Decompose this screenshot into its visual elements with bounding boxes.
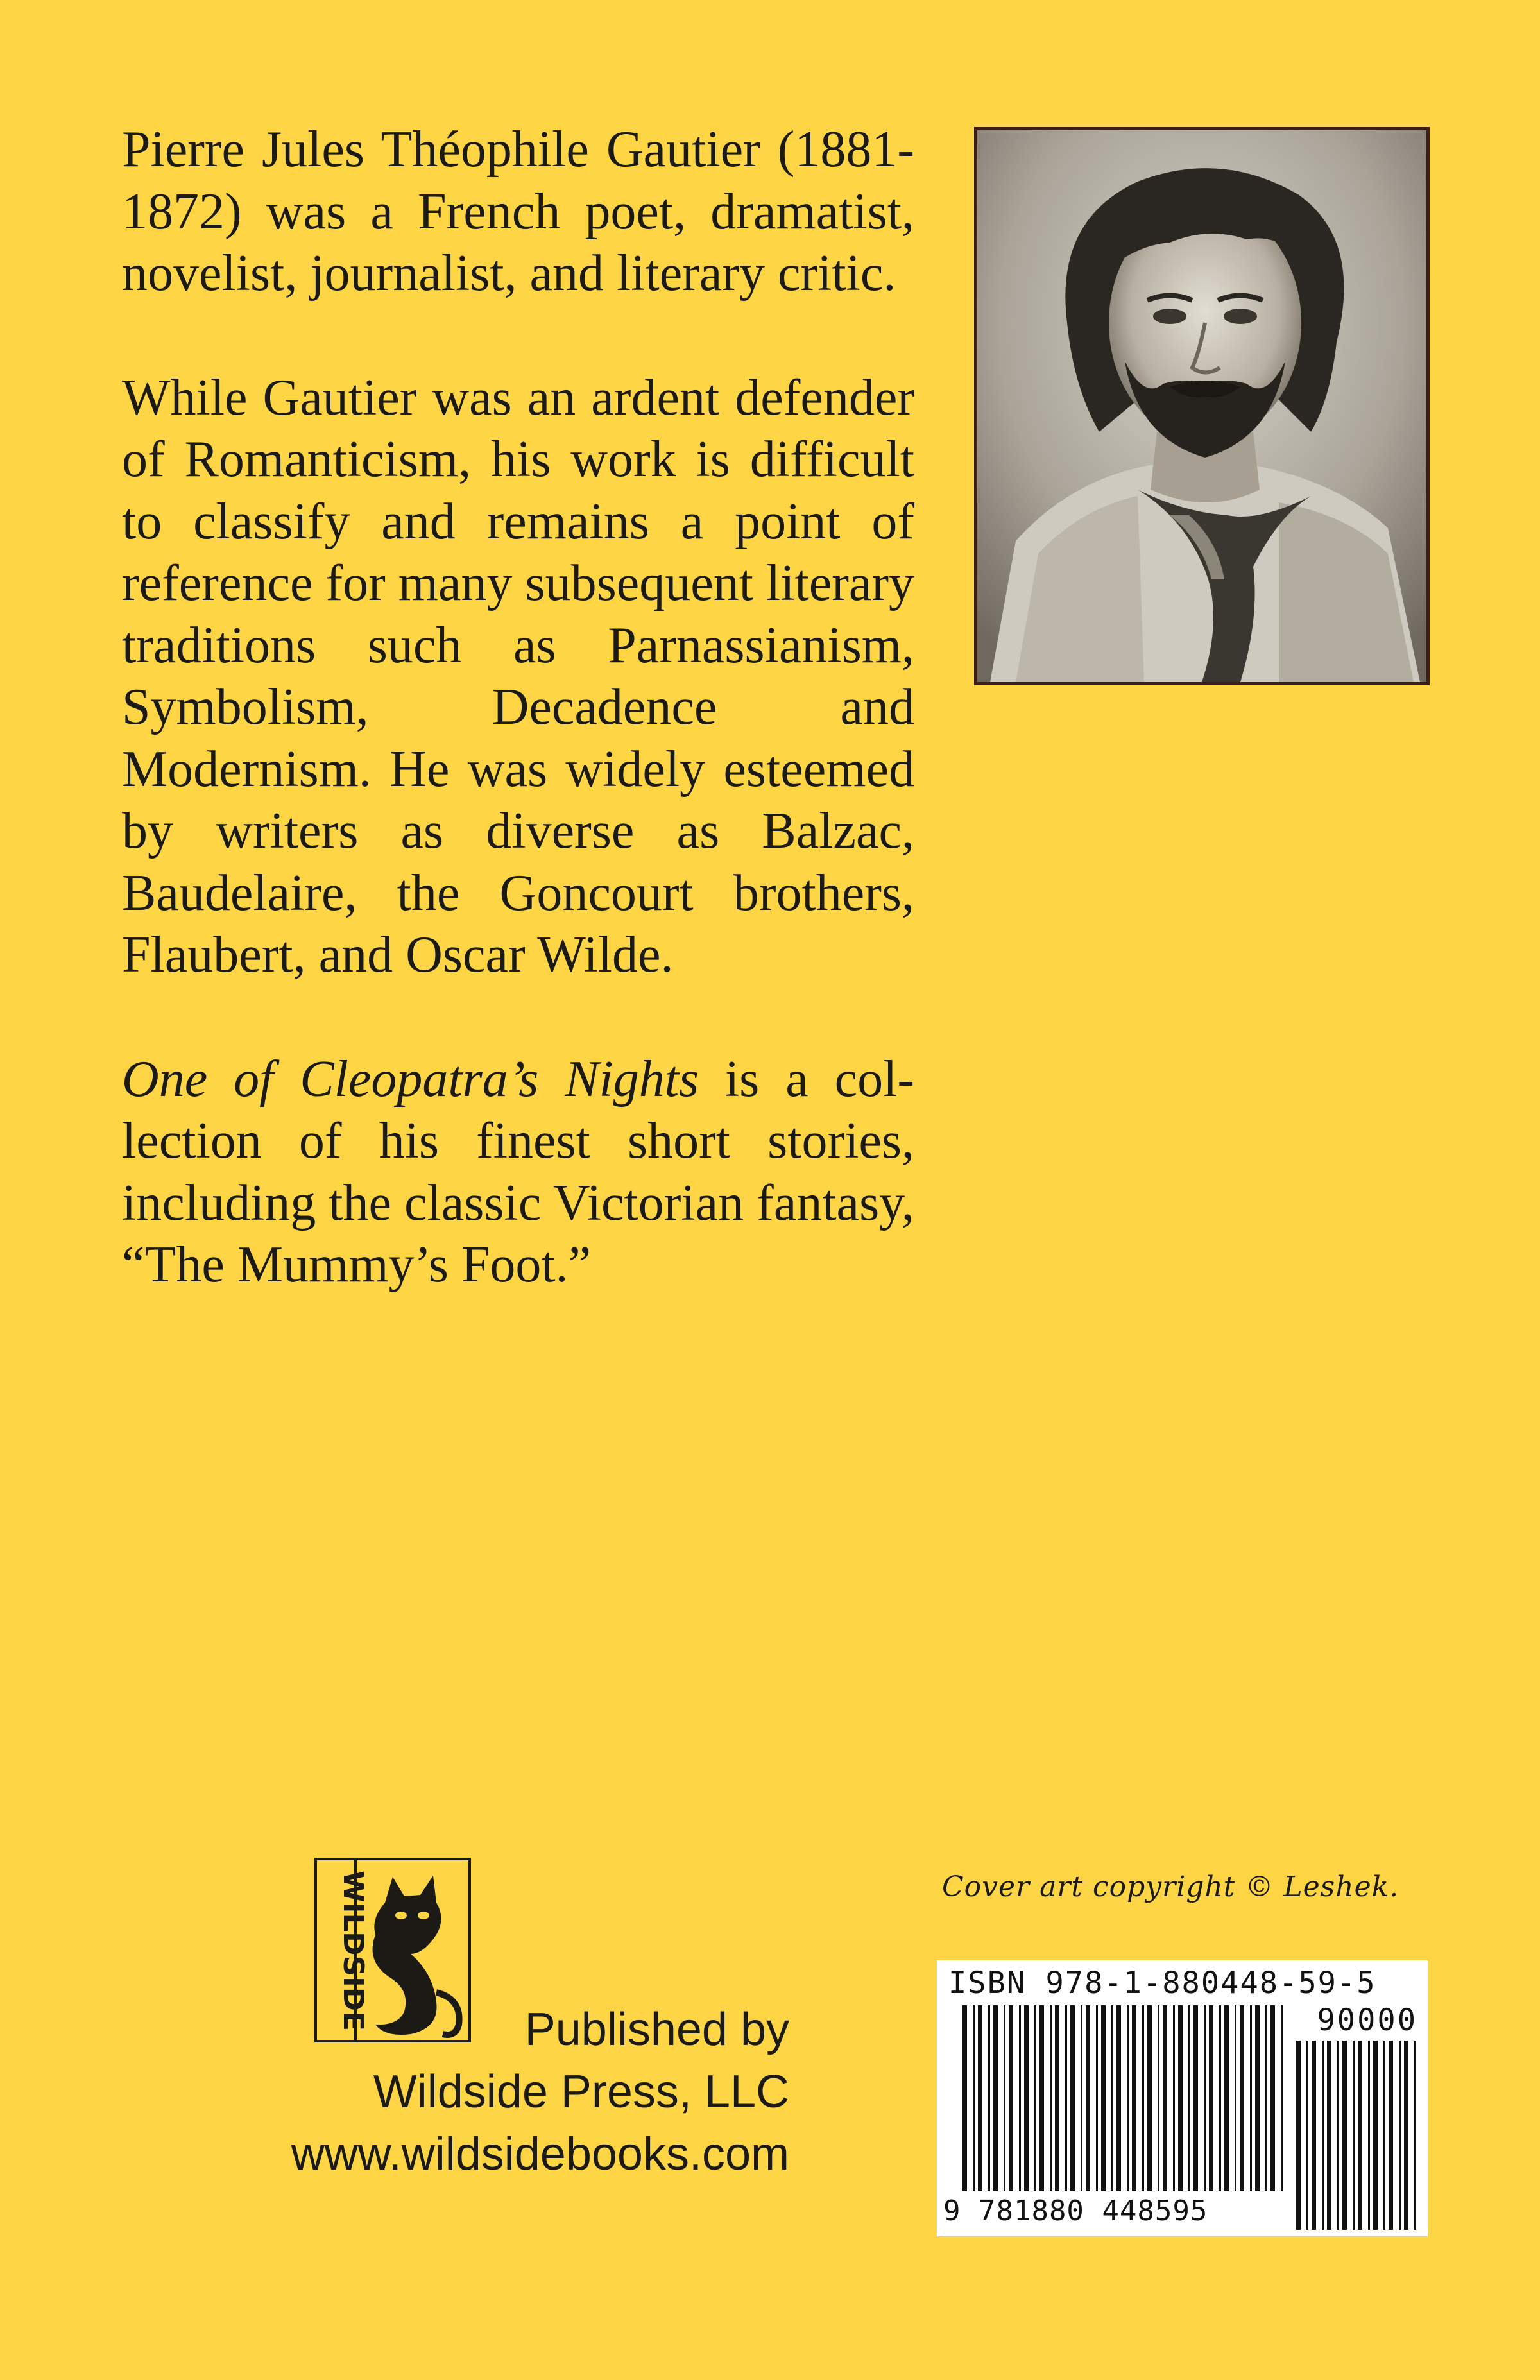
blurb-paragraph-biography: Pierre Jules Théophile Gautier (1881-1872) was a French poet, dramatist, novelist, journalist, and literary critic. <box>122 121 914 302</box>
barcode-bar <box>1034 2005 1036 2191</box>
barcode-bar <box>1040 2005 1044 2191</box>
barcode-bar <box>1096 2005 1098 2191</box>
barcode-bar <box>1132 2005 1136 2191</box>
barcode-bar <box>988 2005 990 2191</box>
barcode-bar <box>1342 2041 1347 2230</box>
barcode-bar <box>1081 2005 1082 2191</box>
barcode-bar <box>1188 2005 1190 2191</box>
barcode-bar <box>1414 2041 1416 2230</box>
barcode-bar <box>1270 2005 1275 2191</box>
blurb-collection-text: is a collection of his finest short stories, including the classic Victorian fantasy, “The Mummy’s Foot.” <box>122 1050 914 1293</box>
barcode-bar <box>1086 2005 1090 2191</box>
barcode-bar <box>1281 2005 1283 2191</box>
barcode-bar <box>1337 2041 1339 2230</box>
barcode-bar <box>1178 2005 1183 2191</box>
barcode-bar <box>1235 2005 1236 2191</box>
barcode-bar <box>1373 2041 1378 2230</box>
ean-digits: 9 781880 448595 <box>943 2195 1208 2227</box>
barcode-bar <box>1209 2005 1213 2191</box>
publisher-name: Wildside Press, LLC <box>373 2066 789 2118</box>
barcode-bar <box>1024 2005 1029 2191</box>
barcode-bar <box>1019 2005 1021 2191</box>
cover-art-credit: Cover art copyright © Leshek. <box>942 1871 1399 1903</box>
author-portrait <box>974 127 1430 685</box>
barcode-bar <box>1265 2005 1267 2191</box>
barcode-bar <box>1240 2005 1244 2191</box>
barcode-bar <box>1404 2041 1408 2230</box>
publisher-website: www.wildsidebooks.com <box>291 2128 789 2180</box>
barcode-bar <box>1158 2005 1159 2191</box>
barcode-bar <box>1163 2005 1167 2191</box>
barcode-bar <box>1327 2041 1331 2230</box>
barcode-bar <box>1399 2041 1401 2230</box>
published-by-label: Published by <box>524 2004 789 2055</box>
barcode-bar <box>1353 2041 1355 2230</box>
barcode-bar <box>1224 2005 1229 2191</box>
barcode-bar <box>1250 2005 1252 2191</box>
barcode-bar <box>1065 2005 1067 2191</box>
barcode-bar <box>1004 2005 1005 2191</box>
back-cover-blurb <box>122 119 914 1358</box>
barcode-bar <box>1255 2005 1260 2191</box>
barcode-bar <box>1070 2005 1075 2191</box>
barcode-bar <box>1389 2041 1393 2230</box>
isbn-label: ISBN 978-1-880448-59-5 <box>948 1965 1376 2001</box>
barcode-bar <box>1296 2041 1301 2230</box>
barcode-bar <box>1173 2005 1175 2191</box>
barcode-bar <box>1127 2005 1129 2191</box>
blurb-paragraph-collection <box>122 1049 914 1296</box>
barcode-bar <box>1204 2005 1206 2191</box>
author-portrait-image <box>977 130 1426 682</box>
barcode-bar <box>1383 2041 1385 2230</box>
barcode-bar <box>993 2005 998 2191</box>
logo-wordmark: WILDSIDE <box>337 1871 370 2028</box>
barcode-bar <box>1111 2005 1113 2191</box>
publisher-info <box>212 1999 789 2186</box>
barcode-bar <box>1009 2005 1013 2191</box>
barcode-bar <box>1358 2041 1362 2230</box>
barcode-bar <box>1368 2041 1370 2230</box>
barcode-bar <box>1194 2005 1198 2191</box>
isbn-barcode <box>937 1960 1428 2236</box>
barcode-bar <box>1306 2041 1308 2230</box>
blurb-paragraph-romanticism: While Gautier was an ardent defender of Romanticism, his work is difficult to classify and remains a point of reference for many subsequent literary traditions such as Parnassianism, Symbolism, Decadence and Modernism. He was widely esteemed by writers as diverse as Balzac, Baudelaire, the Goncourt brothers, Flaubert, and Oscar Wilde. <box>122 369 914 983</box>
barcode-bar <box>1101 2005 1106 2191</box>
barcode-bar <box>1322 2041 1324 2230</box>
barcode-bar <box>978 2005 982 2191</box>
barcode-bar <box>1116 2005 1121 2191</box>
addon-price-digits: 90000 <box>1317 2003 1417 2038</box>
barcode-bar <box>1142 2005 1144 2191</box>
book-title-italic: One of Cleopatra’s Nights <box>122 1050 699 1108</box>
barcode-bar <box>963 2005 967 2191</box>
barcode-bar <box>1050 2005 1052 2191</box>
barcode-bar <box>1055 2005 1059 2191</box>
barcode-bar <box>1147 2005 1152 2191</box>
barcode-bar <box>973 2005 975 2191</box>
barcode-bar <box>1312 2041 1316 2230</box>
barcode-bar <box>1219 2005 1221 2191</box>
